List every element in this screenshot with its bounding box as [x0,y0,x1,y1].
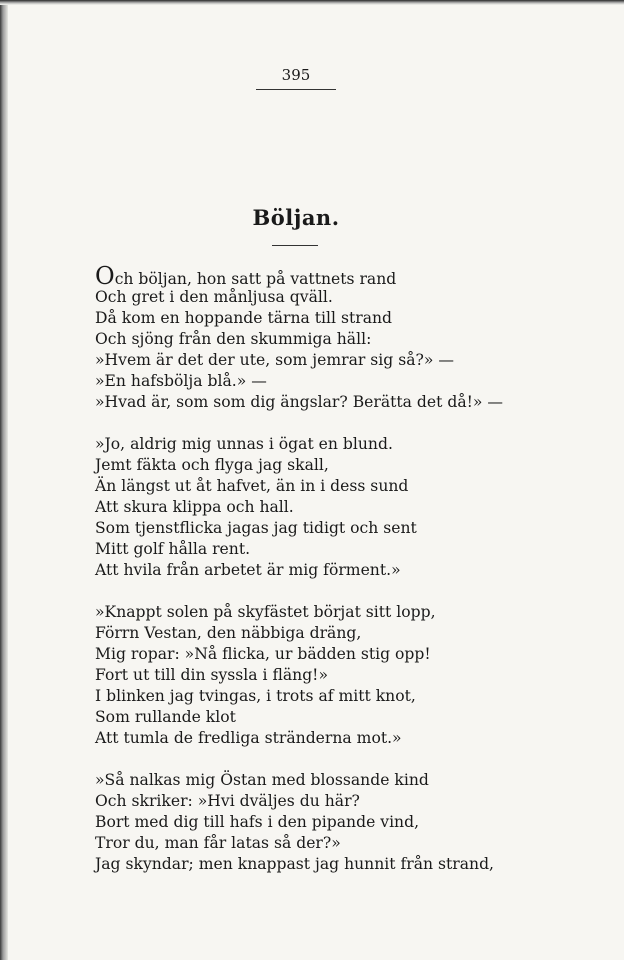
poem-line: Än längst ut åt hafvet, än in i dess sund [95,477,409,495]
poem-line: Som tjenstflicka jagas jag tidigt och sent [95,519,417,537]
poem-line: »Hvem är det der ute, som jemrar sig så?» — [95,351,454,369]
poem-line: »Så nalkas mig Östan med blossande kind [95,771,429,789]
stanza-3 [95,602,595,749]
poem-line: Och gret i den månljusa qväll. [95,288,333,306]
poem-title: Böljan. [252,205,340,230]
poem-line: I blinken jag tvingas, i trots af mitt knot, [95,687,416,705]
poem-line: »Jo, aldrig mig unnas i ögat en blund. [95,435,393,453]
stanza-4 [95,770,595,875]
poem-line: Mig ropar: »Nå flicka, ur bädden stig opp! [95,645,431,663]
page-edge-left [0,0,8,960]
poem-line: Och skriker: »Hvi dväljes du här? [95,792,360,810]
poem-line: Då kom en hoppande tärna till strand [95,309,393,327]
poem-line: Förrn Vestan, den näbbiga dräng, [95,624,362,642]
poem-line: Fort ut till din syssla i fläng!» [95,666,328,684]
poem-line: Bort med dig till hafs i den pipande vind, [95,813,420,831]
poem-line: »Hvad är, som som dig ängslar? Berätta det då!» — [95,393,503,411]
initial-letter: O [95,262,115,290]
poem-line: »Knappt solen på skyfästet börjat sitt lopp, [95,603,436,621]
poem-line: Att tumla de fredliga stränderna mot.» [95,729,402,747]
poem-line: Och böljan, hon satt på vattnets rand [95,262,397,290]
poem-line: Att hvila från arbetet är mig förment.» [95,561,401,579]
poem-line: Tror du, man får latas så der?» [95,834,341,852]
poem-line: Mitt golf hålla rent. [95,540,251,558]
poem-line: Jemt fäkta och flyga jag skall, [95,456,329,474]
poem-line: Jag skyndar; men knappast jag hunnit från strand, [95,855,495,873]
poem-body [95,262,595,896]
stanza-1 [95,262,595,413]
poem-line: Som rullande klot [95,708,236,726]
poem-line: Att skura klippa och hall. [95,498,294,516]
page-edge-top [0,0,624,5]
poem-line: »En hafsbölja blå.» — [95,372,267,390]
page-number-rule [256,89,336,90]
title-rule [272,245,318,246]
poem-line: Och sjöng från den skummiga häll: [95,330,372,348]
page-number: 395 [281,66,311,84]
stanza-2 [95,434,595,581]
